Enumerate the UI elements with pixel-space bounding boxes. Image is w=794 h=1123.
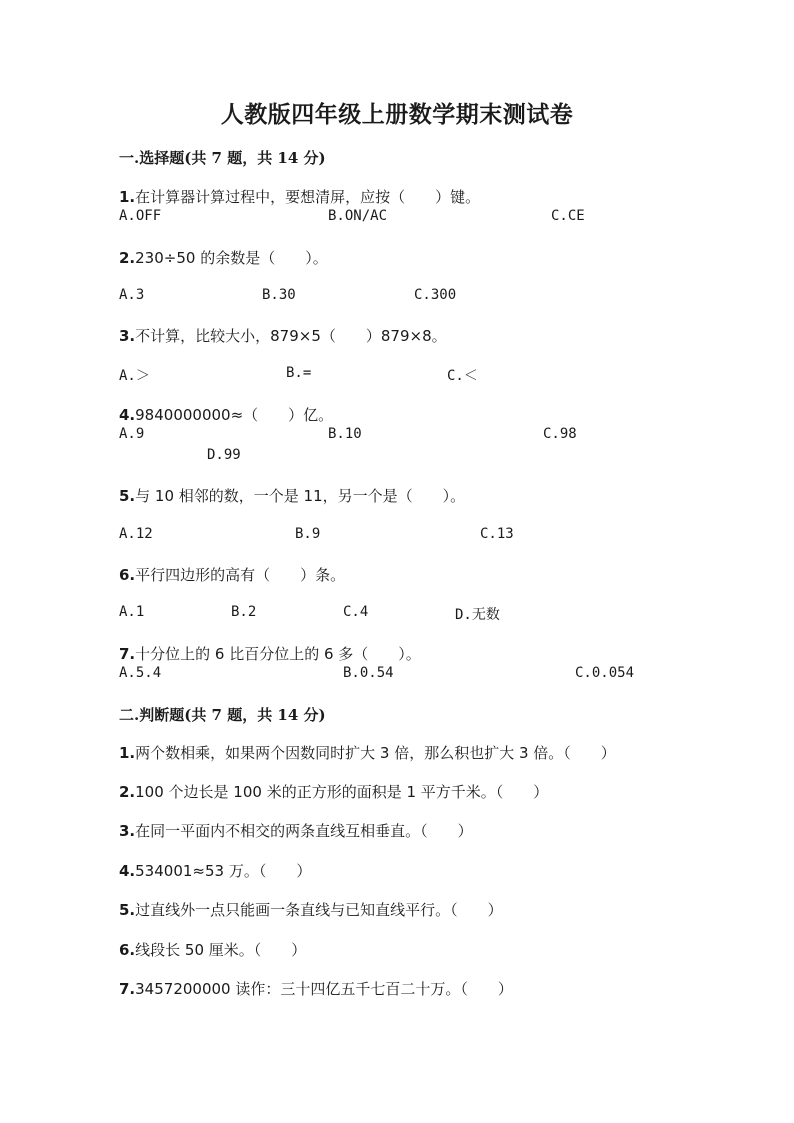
choice-question-1 [119, 186, 480, 207]
question-number: 4. [119, 406, 136, 424]
option-b: B.0.54 [343, 665, 394, 681]
option-b: B.30 [262, 287, 296, 303]
option-d: D.无数 [455, 607, 500, 623]
option-a: A.12 [119, 526, 153, 542]
question-stem: 不计算，比较大小，879×5（ ）879×8。 [135, 327, 447, 345]
option-c: C.13 [480, 526, 514, 542]
question-number: 4. [119, 862, 136, 880]
question-stem: 100 个边长是 100 米的正方形的面积是 1 平方千米。（ ） [135, 783, 549, 801]
option-c: C.CE [551, 208, 585, 224]
question-number: 6. [119, 941, 136, 959]
option-a: A.＞ [119, 368, 150, 384]
option-a: A.3 [119, 287, 145, 303]
question-number: 7. [119, 645, 136, 663]
question-stem: 过直线外一点只能画一条直线与已知直线平行。（ ） [135, 901, 503, 919]
question-number: 1. [119, 188, 136, 206]
choice-question-4 [119, 404, 333, 425]
question-stem: 230÷50 的余数是（ ）。 [135, 249, 328, 267]
question-number: 7. [119, 980, 136, 998]
choice-question-7 [119, 643, 421, 664]
option-b: B.2 [231, 604, 257, 620]
question-stem: 两个数相乘，如果两个因数同时扩大 3 倍，那么积也扩大 3 倍。（ ） [135, 744, 616, 762]
question-number: 6. [119, 566, 136, 584]
section-heading-judge: 二.判断题(共 7 题，共 14 分) [119, 706, 326, 724]
judge-question-7 [119, 978, 513, 999]
section-heading-choice: 一.选择题(共 7 题，共 14 分) [119, 149, 326, 167]
question-number: 2. [119, 783, 136, 801]
judge-question-3 [119, 820, 473, 841]
question-stem: 在同一平面内不相交的两条直线互相垂直。（ ） [135, 822, 473, 840]
question-number: 3. [119, 327, 136, 345]
question-number: 3. [119, 822, 136, 840]
option-a: A.5.4 [119, 665, 162, 681]
choice-question-6 [119, 564, 345, 585]
option-c: C.＜ [447, 368, 478, 384]
judge-question-2 [119, 781, 548, 802]
question-stem: 与 10 相邻的数，一个是 11，另一个是（ ）。 [135, 487, 466, 505]
question-stem: 十分位上的 6 比百分位上的 6 多（ ）。 [135, 645, 421, 663]
option-c: C.300 [414, 287, 457, 303]
judge-question-1 [119, 742, 616, 763]
option-a: A.1 [119, 604, 145, 620]
option-b: B.= [286, 365, 312, 381]
option-c: C.4 [343, 604, 369, 620]
question-stem: 534001≈53 万。（ ） [135, 862, 312, 880]
judge-question-4 [119, 860, 311, 881]
question-number: 5. [119, 487, 136, 505]
choice-question-3 [119, 325, 447, 346]
option-a: A.9 [119, 426, 145, 442]
option-a: A.OFF [119, 208, 162, 224]
choice-question-2 [119, 247, 328, 268]
question-number: 5. [119, 901, 136, 919]
question-stem: 9840000000≈（ ）亿。 [135, 406, 334, 424]
page-title: 人教版四年级上册数学期末测试卷 [220, 101, 574, 128]
option-c: C.98 [543, 426, 577, 442]
option-d: D.99 [207, 447, 241, 463]
option-b: B.9 [295, 526, 321, 542]
question-stem: 3457200000 读作：三十四亿五千七百二十万。（ ） [135, 980, 513, 998]
question-number: 1. [119, 744, 136, 762]
option-b: B.10 [328, 426, 362, 442]
question-stem: 平行四边形的高有（ ）条。 [135, 566, 346, 584]
question-stem: 线段长 50 厘米。（ ） [135, 941, 307, 959]
option-c: C.0.054 [575, 665, 635, 681]
question-stem: 在计算器计算过程中，要想清屏，应按（ ）键。 [135, 188, 481, 206]
choice-question-5 [119, 485, 465, 506]
judge-question-5 [119, 899, 503, 920]
question-number: 2. [119, 249, 136, 267]
option-b: B.ON/AC [328, 208, 388, 224]
judge-question-6 [119, 939, 306, 960]
